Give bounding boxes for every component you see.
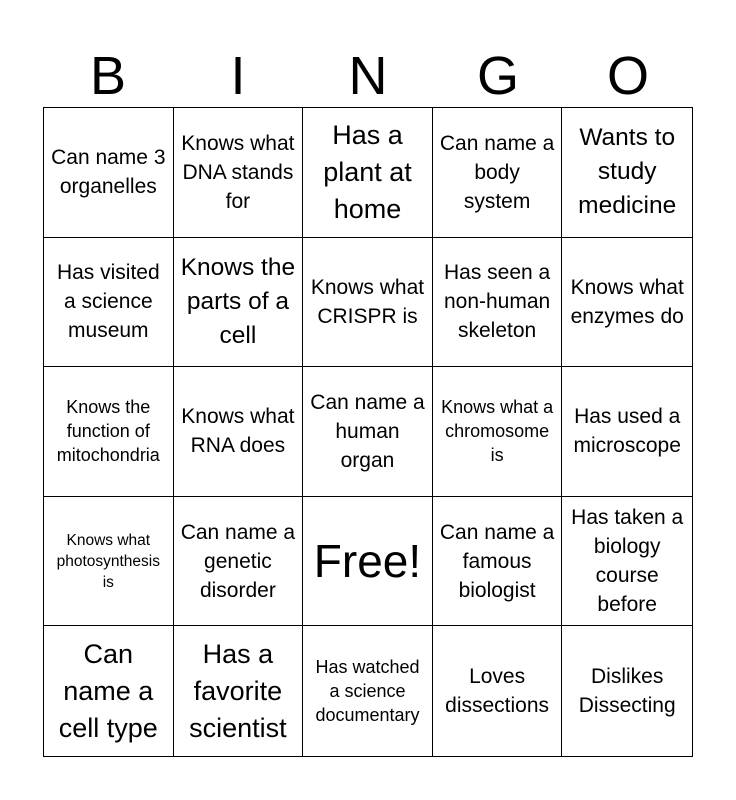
bingo-cell[interactable] [44,367,174,497]
cell-text: Has seen a non-human skeleton [443,261,551,343]
cell-text: Has watched a science documentary [315,657,420,726]
cell-text: Can name 3 organelles [51,146,166,199]
bingo-cell[interactable] [433,367,563,497]
cell-text: Knows what DNA stands for [181,131,295,213]
free-space-text: Free! [313,535,422,588]
header-letter-n: N [348,46,388,106]
bingo-cell[interactable] [303,626,433,756]
bingo-cell[interactable] [433,497,563,627]
bingo-cell[interactable] [174,238,304,368]
bingo-cell[interactable] [562,367,692,497]
cell-text: Knows what enzymes do [570,275,684,328]
header-letter-i: I [230,46,246,106]
bingo-cell[interactable] [44,238,174,368]
cell-text: Knows what CRISPR is [310,275,425,328]
bingo-cell[interactable] [433,238,563,368]
bingo-cell[interactable] [562,497,692,627]
header-letter-o: O [606,46,649,106]
cell-text: Can name a genetic disorder [180,520,296,602]
cell-text: Loves dissections [445,665,550,718]
bingo-cell[interactable] [303,238,433,368]
bingo-board [43,107,693,757]
bingo-cell[interactable] [433,108,563,238]
cell-text: Knows what photosynthesis is [56,531,160,591]
cell-text: Can name a body system [439,131,555,213]
bingo-cell[interactable] [44,626,174,756]
bingo-header [43,44,693,108]
cell-text: Has a favorite scientist [189,638,287,743]
cell-text: Has a plant at home [323,119,412,224]
bingo-cell[interactable] [174,497,304,627]
bingo-cell[interactable] [44,108,174,238]
bingo-cell[interactable] [174,367,304,497]
header-letter-b: B [89,46,127,106]
bingo-cell[interactable] [562,108,692,238]
bingo-cell[interactable] [44,497,174,627]
cell-text: Dislikes Dissecting [578,665,676,718]
bingo-cell[interactable] [562,238,692,368]
cell-text: Knows what RNA does [181,405,295,458]
cell-text: Can name a famous biologist [439,520,555,602]
cell-text: Wants to study medicine [578,124,677,220]
bingo-cell[interactable] [174,108,304,238]
bingo-cell[interactable] [303,108,433,238]
free-space-cell[interactable] [303,497,433,627]
bingo-cell[interactable] [174,626,304,756]
cell-text: Knows the parts of a cell [180,253,296,349]
cell-text: Has taken a biology course before [571,506,684,617]
cell-text: Can name a human organ [310,390,425,472]
bingo-cell[interactable] [433,626,563,756]
cell-text: Has visited a science museum [56,261,160,343]
bingo-cell[interactable] [303,367,433,497]
cell-text: Can name a cell type [58,638,158,743]
bingo-cell[interactable] [562,626,692,756]
cell-text: Knows the function of mitochondria [56,397,160,466]
header-letter-g: G [476,46,519,106]
cell-text: Knows what a chromosome is [441,397,554,466]
cell-text: Has used a microscope [573,405,681,458]
